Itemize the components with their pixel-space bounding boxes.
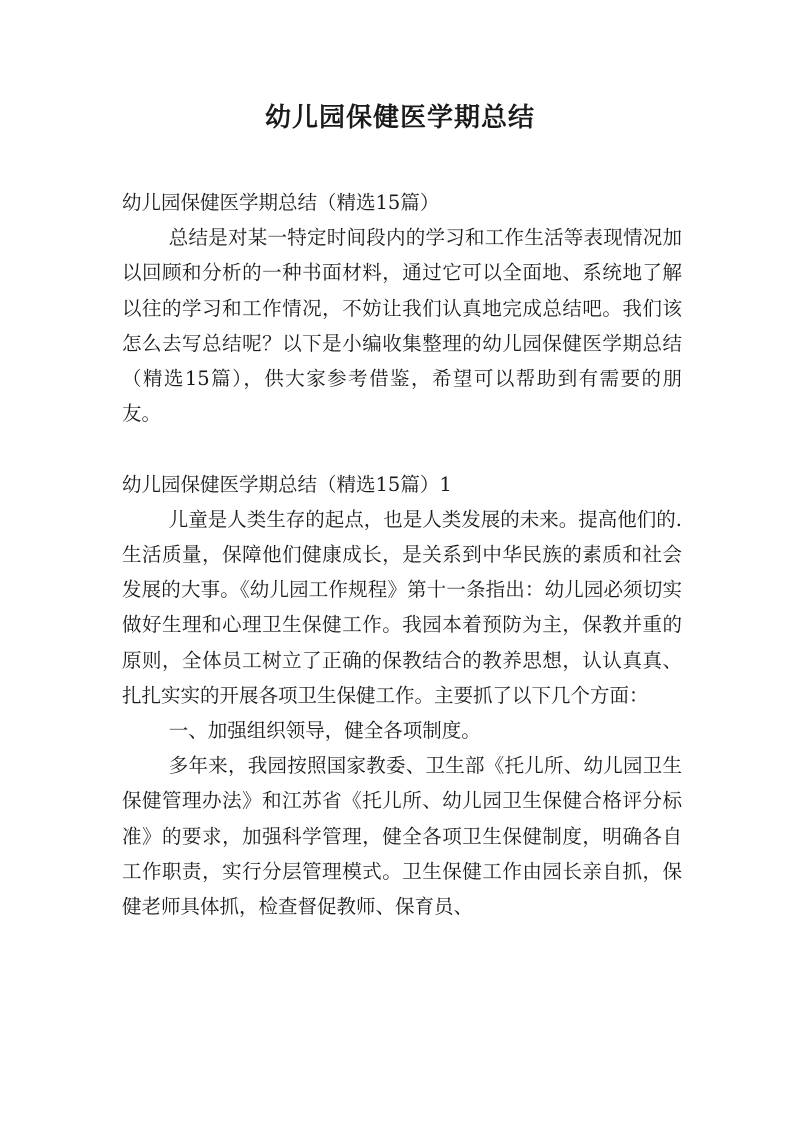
section-paragraph: 多年来，我园按照国家教委、卫生部《托儿所、幼儿园卫生保健管理办法》和江苏省《托儿所、幼儿园卫生保健合格评分标准》的要求，加强科学管理，健全各项卫生保健制度，明确各自工作职责，实行分层管理模式。卫生保健工作由园长亲自抓，保健老师具体抓，检查督促教师、保育员、 <box>122 754 682 919</box>
section-subheading: 一、加强组织领导，健全各项制度。 <box>168 719 481 743</box>
section-paragraph: 儿童是人类生存的起点，也是人类发展的未来。提高他们的.生活质量，保障他们健康成长，是关系到中华民族的素质和社会发展的大事。《幼儿园工作规程》第十一条指出：幼儿园必须切实做好生理和心理卫生保健工作。我园本着预防为主，保教并重的原则，全体员工树立了正确的保教结合的教养思想，认认真真、扎扎实实的开展各项卫生保健工作。主要抓了以下几个方面： <box>122 507 682 707</box>
document-title: 幼儿园保健医学期总结 <box>264 103 535 133</box>
intro-paragraph: 总结是对某一特定时间段内的学习和工作生活等表现情况加以回顾和分析的一种书面材料，通过它可以全面地、系统地了解以往的学习和工作情况，不妨让我们认真地完成总结吧。我们该怎么去写总结呢？以下是小编收集整理的幼儿园保健医学期总结（精选15篇），供大家参考借鉴，希望可以帮助到有需要的朋友。 <box>122 226 682 426</box>
section-heading: 幼儿园保健医学期总结（精选15篇）1 <box>122 472 452 496</box>
intro-heading: 幼儿园保健医学期总结（精选15篇） <box>122 191 440 214</box>
paragraph-gap <box>122 431 682 466</box>
document-body <box>122 185 682 924</box>
